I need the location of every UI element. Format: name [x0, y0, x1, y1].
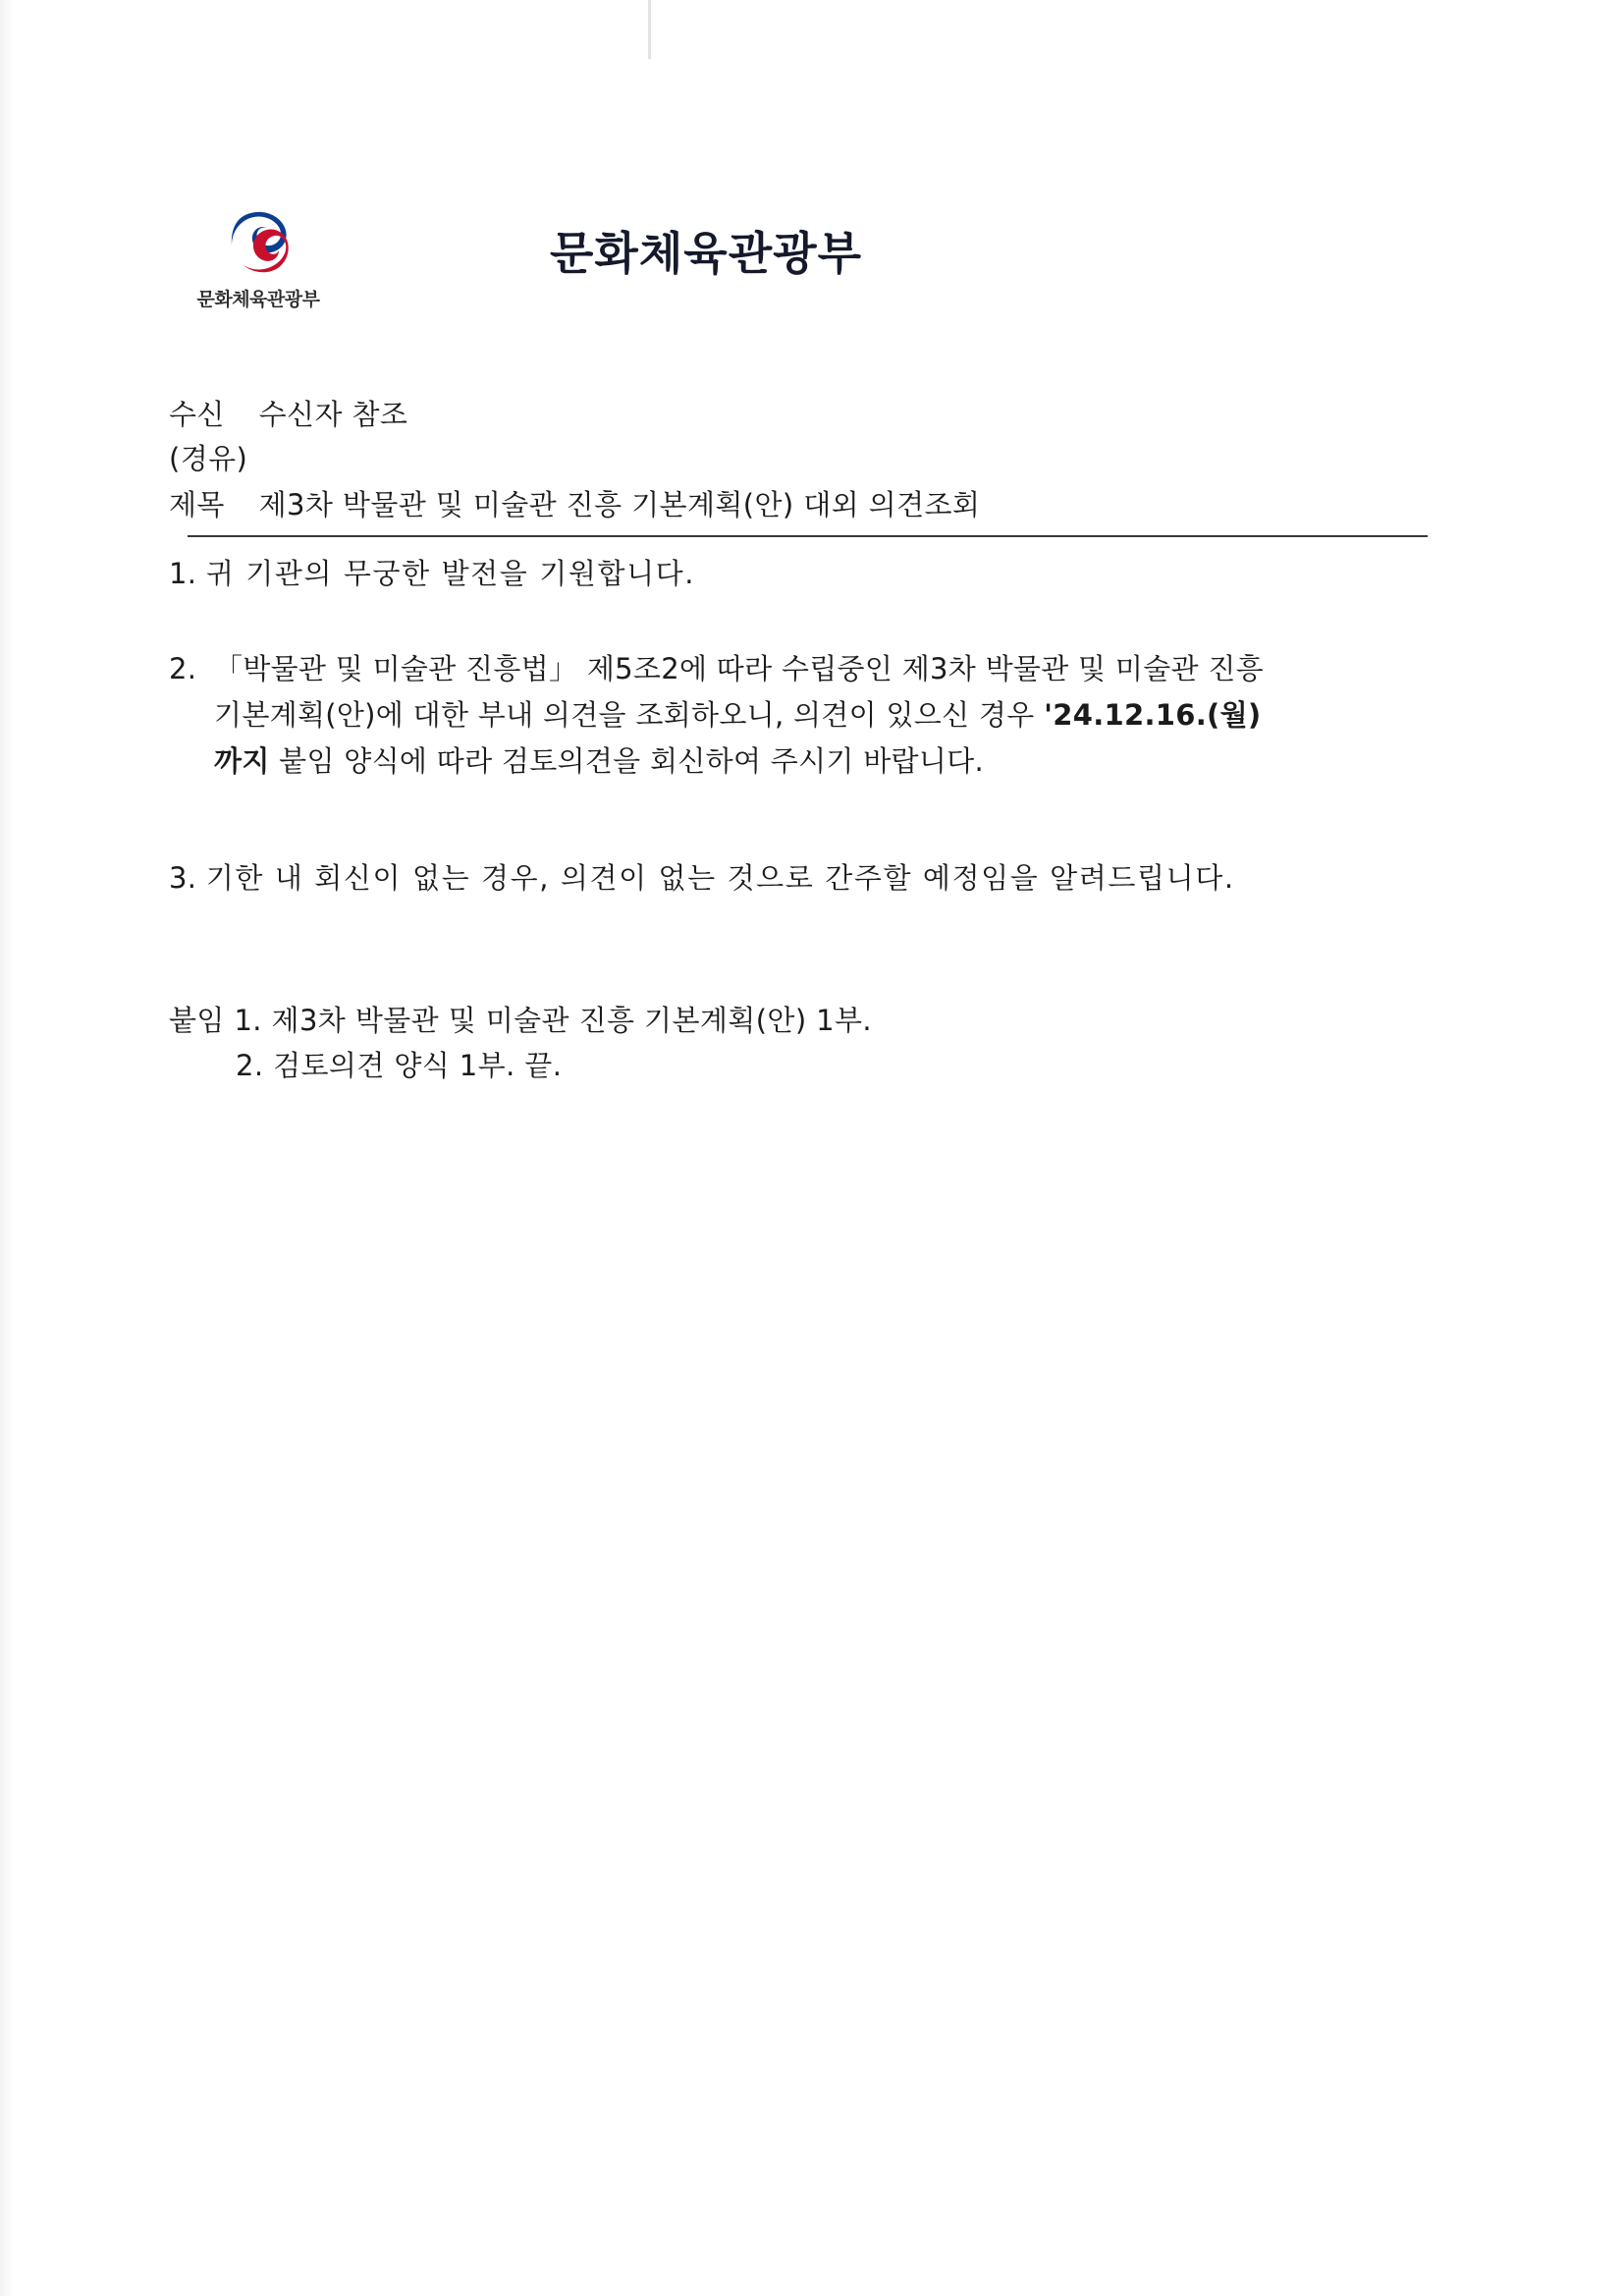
scan-artifact-left: [0, 0, 14, 2296]
paragraph-2-text: [214, 646, 1445, 785]
paragraph-3-number: 3.: [169, 860, 197, 895]
taegeuk-emblem-icon: [222, 206, 295, 279]
paragraph-3: [169, 855, 1445, 902]
attachment-item-1: 1. 제3차 박물관 및 미술관 진흥 기본계획(안) 1부.: [234, 1003, 873, 1037]
letterhead: [0, 196, 1624, 344]
field-recipient: [169, 393, 1445, 437]
attachments-label: 붙임: [169, 1003, 225, 1037]
paragraph-1-number: 1.: [169, 556, 197, 590]
paragraph-2-line-1: 「박물관 및 미술관 진흥법」 제5조2에 따라 수립중인 제3차 박물관 및 미술관 진흥: [214, 651, 1264, 685]
scan-artifact-top: [648, 0, 651, 59]
field-subject-label: 제목: [169, 487, 225, 521]
attachment-line-1: [169, 998, 1445, 1043]
emblem-caption: 문화체육관광부: [196, 289, 320, 310]
paragraph-3-text: 기한 내 회신이 없는 경우, 의견이 없는 것으로 간주할 예정임을 알려드립니다.: [205, 860, 1235, 895]
field-via: [169, 437, 1445, 481]
header-divider: [188, 535, 1428, 537]
field-recipient-value: 수신자 참조: [258, 398, 408, 431]
organization-title: 문화체육관광부: [550, 227, 863, 280]
paragraph-2-deadline: '24.12.16.(월): [1044, 697, 1262, 732]
attachment-item-2: 2. 검토의견 양식 1부. 끝.: [236, 1049, 563, 1083]
paragraph-1: [169, 551, 1445, 597]
paragraph-2-number: 2.: [169, 651, 197, 685]
paragraph-2-line-3-plain: 붙임 양식에 따라 검토의견을 회신하여 주시기 바랍니다.: [269, 743, 985, 778]
field-subject: [169, 483, 1445, 527]
field-via-label: (경유): [169, 441, 248, 475]
document-body: [169, 393, 1445, 1088]
paragraph-2-line-2: [214, 692, 1445, 738]
paragraph-2-line-2-plain: 기본계획(안)에 대한 부내 의견을 조회하오니, 의견이 있으신 경우: [214, 697, 1045, 732]
attachment-line-2: [169, 1043, 1445, 1088]
emblem-block: [165, 206, 352, 334]
attachments-block: [169, 998, 1445, 1089]
field-subject-value: 제3차 박물관 및 미술관 진흥 기본계획(안) 대외 의견조회: [258, 487, 981, 521]
field-recipient-label: 수신: [169, 398, 225, 431]
paragraph-1-text: 귀 기관의 무궁한 발전을 기원합니다.: [205, 556, 696, 590]
paragraph-2-until: 까지: [214, 743, 270, 778]
paragraph-2: [169, 646, 1445, 785]
paragraph-2-line-3: [214, 738, 1445, 785]
